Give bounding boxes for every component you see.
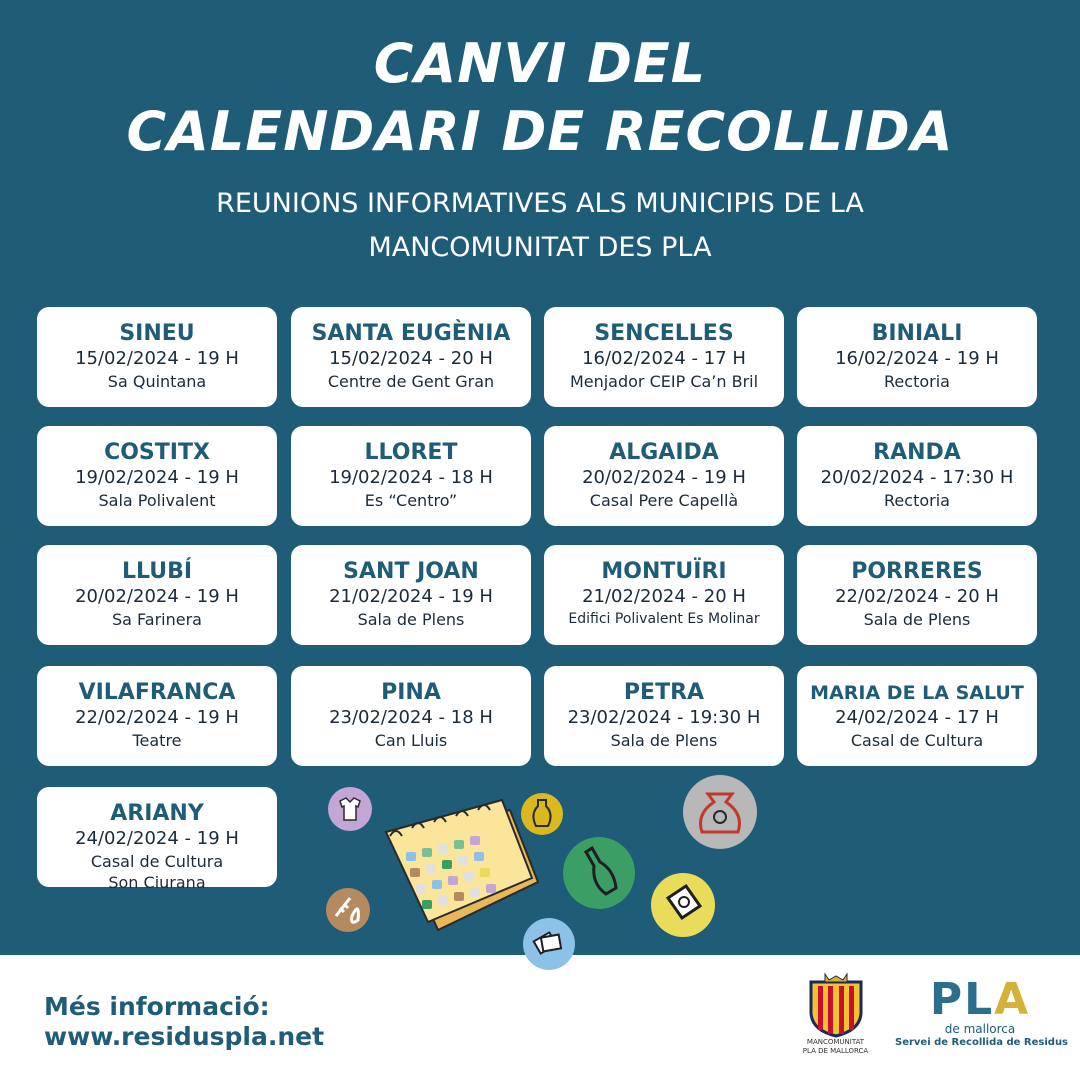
- meeting-place-extra: Son Ciurana: [108, 873, 206, 892]
- title-line-2: CALENDARI DE RECOLLIDA: [126, 100, 954, 163]
- organic-waste-icon: [326, 888, 370, 932]
- meeting-date: 23/02/2024 - 18 H: [329, 707, 493, 728]
- town-name: PETRA: [623, 680, 705, 705]
- more-info-label: Més informació:: [44, 992, 270, 1021]
- meeting-card-algaida: [544, 426, 784, 526]
- meeting-place: Can Lluis: [374, 731, 448, 750]
- meeting-place: Sa Quintana: [107, 372, 207, 391]
- meeting-place: Menjador CEIP Ca’n Bril: [569, 372, 759, 391]
- pla-letter-l: L: [964, 974, 995, 1025]
- meeting-place: Rectoria: [884, 491, 950, 510]
- meeting-card-lloret: [291, 426, 531, 526]
- waste-bag-icon: [683, 775, 757, 849]
- town-name: ALGAIDA: [609, 440, 719, 465]
- meeting-place: Casal Pere Capellà: [589, 491, 739, 510]
- meeting-date: 22/02/2024 - 19 H: [75, 707, 239, 728]
- town-name: PINA: [381, 680, 441, 705]
- mancomunitat-crest-logo: [798, 972, 873, 1072]
- town-name: SANT JOAN: [343, 559, 479, 584]
- meeting-place: Es “Centro”: [364, 491, 458, 510]
- town-name: ARIANY: [110, 801, 204, 826]
- meeting-card-sencelles: [544, 307, 784, 407]
- pla-wordmark: [895, 974, 1065, 1025]
- pla-de-mallorca-logo: [895, 974, 1069, 1068]
- town-name: BINIALI: [871, 321, 963, 346]
- meeting-place: Centre de Gent Gran: [327, 372, 495, 391]
- meeting-place: Sala de Plens: [863, 610, 971, 629]
- pla-service-text: Servei de Recollida de Residus: [895, 1037, 1069, 1048]
- meeting-date: 15/02/2024 - 20 H: [329, 348, 493, 369]
- website-link[interactable]: www.residuspla.net: [44, 1022, 325, 1051]
- town-name: LLORET: [364, 440, 458, 465]
- town-name: PORRERES: [851, 559, 983, 584]
- oil-bottle-icon: [521, 793, 563, 835]
- meeting-date: 22/02/2024 - 20 H: [835, 586, 999, 607]
- crest-caption-2: PLA DE MALLORCA: [802, 1047, 869, 1055]
- meeting-date: 24/02/2024 - 19 H: [75, 828, 239, 849]
- crest-shield-icon: [805, 972, 867, 1038]
- town-name: MARIA DE LA SALUT: [810, 682, 1024, 704]
- meeting-date: 15/02/2024 - 19 H: [75, 348, 239, 369]
- meeting-date: 16/02/2024 - 19 H: [835, 348, 999, 369]
- can-icon: [651, 873, 715, 937]
- pla-de-mallorca-text: de mallorca: [944, 1022, 1016, 1036]
- calendar-icon: [386, 800, 538, 930]
- pla-letter-a: A: [994, 974, 1031, 1025]
- title-line-1: CANVI DEL: [373, 32, 707, 95]
- tshirt-icon: [328, 787, 372, 831]
- meeting-place: Sala de Plens: [610, 731, 718, 750]
- town-name: RANDA: [873, 440, 961, 465]
- meeting-card-maria-de-la-salut: [797, 666, 1037, 766]
- pla-letter-p: P: [929, 974, 965, 1025]
- town-name: LLUBÍ: [121, 559, 193, 584]
- meeting-card-biniali: [797, 307, 1037, 407]
- meeting-place: Casal de Cultura: [90, 852, 224, 871]
- town-name: SENCELLES: [594, 321, 734, 346]
- meeting-card-ariany: [37, 787, 277, 892]
- meeting-card-randa: [797, 426, 1037, 526]
- meeting-date: 24/02/2024 - 17 H: [835, 707, 999, 728]
- town-name: COSTITX: [104, 440, 210, 465]
- subtitle-line-1: REUNIONS INFORMATIVES ALS MUNICIPIS DE LA: [216, 188, 864, 219]
- meeting-card-sineu: [37, 307, 277, 407]
- meeting-card-montuiri: [544, 545, 784, 645]
- town-name: VILAFRANCA: [78, 680, 236, 705]
- crest-caption-1: MANCOMUNITAT: [806, 1038, 865, 1046]
- meeting-date: 16/02/2024 - 17 H: [582, 348, 746, 369]
- meeting-card-porreres: [797, 545, 1037, 645]
- meeting-date: 21/02/2024 - 20 H: [582, 586, 746, 607]
- meeting-card-petra: [544, 666, 784, 766]
- paper-icon: [523, 918, 575, 970]
- meeting-place: Edifici Polivalent Es Molinar: [568, 611, 760, 627]
- meeting-card-pina: [291, 666, 531, 766]
- town-name: SANTA EUGÈNIA: [311, 321, 511, 346]
- town-name: SINEU: [119, 321, 195, 346]
- glass-bottle-icon: [563, 837, 635, 909]
- meeting-place: Sala de Plens: [357, 610, 465, 629]
- meeting-place: Teatre: [132, 731, 182, 750]
- meeting-card-costitx: [37, 426, 277, 526]
- meeting-date: 21/02/2024 - 19 H: [329, 586, 493, 607]
- meeting-date: 20/02/2024 - 17:30 H: [820, 467, 1014, 488]
- subtitle-line-2: MANCOMUNITAT DES PLA: [368, 232, 712, 263]
- town-name: MONTUÏRI: [601, 559, 727, 584]
- meeting-card-sant-joan: [291, 545, 531, 645]
- meeting-place: Sala Polivalent: [98, 491, 216, 510]
- meeting-date: 19/02/2024 - 19 H: [75, 467, 239, 488]
- meeting-card-vilafranca: [37, 666, 277, 766]
- meeting-place: Rectoria: [884, 372, 950, 391]
- meeting-date: 20/02/2024 - 19 H: [75, 586, 239, 607]
- waste-illustration: [310, 770, 780, 970]
- meeting-place: Sa Farinera: [112, 610, 202, 629]
- meeting-card-llubi: [37, 545, 277, 645]
- meeting-date: 23/02/2024 - 19:30 H: [567, 707, 761, 728]
- meeting-place: Casal de Cultura: [850, 731, 984, 750]
- meeting-date: 20/02/2024 - 19 H: [582, 467, 746, 488]
- meeting-card-santa-eugenia: [291, 307, 531, 407]
- meeting-date: 19/02/2024 - 18 H: [329, 467, 493, 488]
